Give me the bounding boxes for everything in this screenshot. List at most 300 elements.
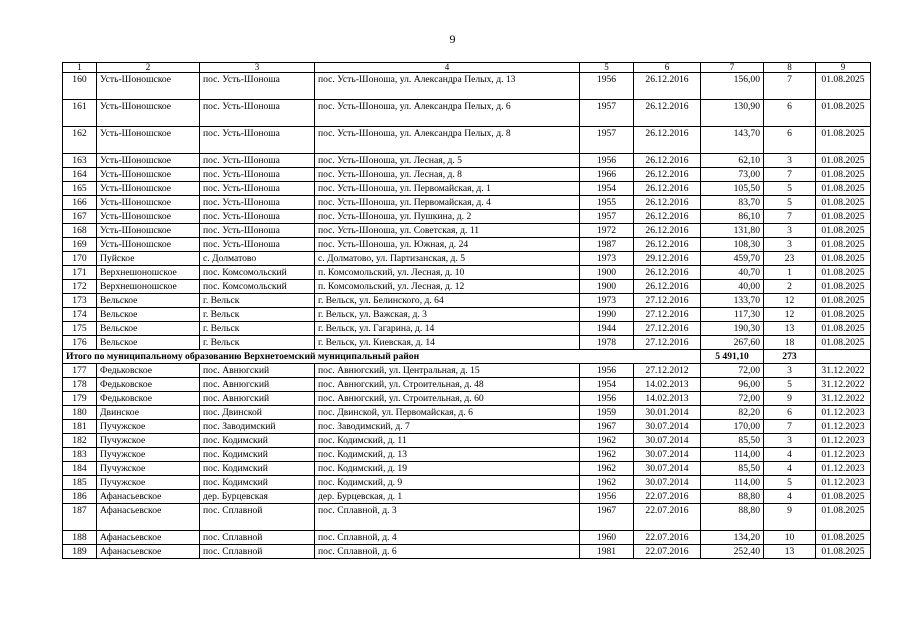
recognition-date-cell: 26.12.2016 xyxy=(634,210,701,224)
locality-cell: пос. Усть-Шоноша xyxy=(200,127,315,154)
row-number-cell: 165 xyxy=(63,182,97,196)
settlement-cell: Усть-Шоношское xyxy=(97,73,200,100)
area-cell: 73,00 xyxy=(701,168,764,182)
address-cell: г. Вельск, ул. Гагарина, д. 14 xyxy=(315,322,580,336)
residents-cell: 5 xyxy=(764,378,816,392)
table-row xyxy=(63,476,871,490)
year-built-cell: 1956 xyxy=(580,73,634,100)
table-row xyxy=(63,252,871,266)
residents-cell: 18 xyxy=(764,336,816,350)
area-cell: 85,50 xyxy=(701,434,764,448)
recognition-date-cell: 26.12.2016 xyxy=(634,182,701,196)
address-cell: пос. Авнюгский, ул. Строительная, д. 60 xyxy=(315,392,580,406)
locality-cell: пос. Авнюгский xyxy=(200,392,315,406)
area-cell: 88,80 xyxy=(701,490,764,504)
area-cell: 190,30 xyxy=(701,322,764,336)
residents-cell: 3 xyxy=(764,238,816,252)
table-row xyxy=(63,100,871,127)
area-cell: 267,60 xyxy=(701,336,764,350)
recognition-date-cell: 26.12.2016 xyxy=(634,196,701,210)
recognition-date-cell: 14.02.2013 xyxy=(634,392,701,406)
address-cell: дер. Бурцевская, д. 1 xyxy=(315,490,580,504)
area-cell: 105,50 xyxy=(701,182,764,196)
locality-cell: дер. Бурцевская xyxy=(200,490,315,504)
locality-cell: пос. Двинской xyxy=(200,406,315,420)
area-cell: 108,30 xyxy=(701,238,764,252)
residents-cell: 4 xyxy=(764,490,816,504)
settlement-cell: Вельское xyxy=(97,336,200,350)
row-number-cell: 171 xyxy=(63,266,97,280)
year-built-cell: 1962 xyxy=(580,448,634,462)
locality-cell: пос. Авнюгский xyxy=(200,364,315,378)
residents-cell: 7 xyxy=(764,420,816,434)
recognition-date-cell: 27.12.2012 xyxy=(634,364,701,378)
year-built-cell: 1962 xyxy=(580,476,634,490)
recognition-date-cell: 30.07.2014 xyxy=(634,420,701,434)
resettlement-date-cell: 01.12.2023 xyxy=(816,448,871,462)
recognition-date-cell: 30.01.2014 xyxy=(634,406,701,420)
residents-cell: 10 xyxy=(764,531,816,545)
recognition-date-cell: 26.12.2016 xyxy=(634,280,701,294)
settlement-cell: Пуйское xyxy=(97,252,200,266)
area-cell: 459,70 xyxy=(701,252,764,266)
settlement-cell: Афанасьевское xyxy=(97,545,200,559)
settlement-cell: Усть-Шоношское xyxy=(97,224,200,238)
recognition-date-cell: 26.12.2016 xyxy=(634,100,701,127)
resettlement-date-cell: 31.12.2022 xyxy=(816,378,871,392)
year-built-cell: 1956 xyxy=(580,154,634,168)
locality-cell: пос. Кодимский xyxy=(200,448,315,462)
table-row xyxy=(63,336,871,350)
table-row xyxy=(63,308,871,322)
column-number: 1 xyxy=(63,63,97,73)
row-number-cell: 167 xyxy=(63,210,97,224)
year-built-cell: 1990 xyxy=(580,308,634,322)
area-cell: 72,00 xyxy=(701,364,764,378)
table-row xyxy=(63,531,871,545)
address-cell: с. Долматово, ул. Партизанская, д. 5 xyxy=(315,252,580,266)
settlement-cell: Пучужское xyxy=(97,462,200,476)
row-number-cell: 187 xyxy=(63,504,97,531)
settlement-cell: Пучужское xyxy=(97,434,200,448)
residents-cell: 4 xyxy=(764,462,816,476)
locality-cell: пос. Кодимский xyxy=(200,476,315,490)
resettlement-date-cell: 01.08.2025 xyxy=(816,545,871,559)
settlement-cell: Усть-Шоношское xyxy=(97,210,200,224)
residents-cell: 3 xyxy=(764,364,816,378)
row-number-cell: 166 xyxy=(63,196,97,210)
column-number: 3 xyxy=(200,63,315,73)
settlement-cell: Федьковское xyxy=(97,378,200,392)
address-cell: пос. Авнюгский, ул. Центральная, д. 15 xyxy=(315,364,580,378)
area-cell: 130,90 xyxy=(701,100,764,127)
area-cell: 156,00 xyxy=(701,73,764,100)
area-cell: 143,70 xyxy=(701,127,764,154)
residents-cell: 13 xyxy=(764,322,816,336)
address-cell: пос. Кодимский, д. 13 xyxy=(315,448,580,462)
locality-cell: с. Долматово xyxy=(200,252,315,266)
settlement-cell: Верхнешоношское xyxy=(97,280,200,294)
residents-cell: 23 xyxy=(764,252,816,266)
resettlement-date-cell: 01.08.2025 xyxy=(816,182,871,196)
year-built-cell: 1956 xyxy=(580,490,634,504)
address-cell: пос. Усть-Шоноша, ул. Александра Пелых, д. 8 xyxy=(315,127,580,154)
locality-cell: пос. Усть-Шоноша xyxy=(200,154,315,168)
resettlement-date-cell: 01.08.2025 xyxy=(816,252,871,266)
settlement-cell: Афанасьевское xyxy=(97,490,200,504)
address-cell: г. Вельск, ул. Важская, д. 3 xyxy=(315,308,580,322)
area-cell: 114,00 xyxy=(701,448,764,462)
address-cell: пос. Сплавной, д. 4 xyxy=(315,531,580,545)
recognition-date-cell: 22.07.2016 xyxy=(634,545,701,559)
settlement-cell: Усть-Шоношское xyxy=(97,196,200,210)
address-cell: п. Комсомольский, ул. Лесная, д. 10 xyxy=(315,266,580,280)
locality-cell: г. Вельск xyxy=(200,308,315,322)
column-number-row xyxy=(63,63,871,73)
settlement-cell: Вельское xyxy=(97,308,200,322)
address-cell: пос. Усть-Шоноша, ул. Лесная, д. 8 xyxy=(315,168,580,182)
row-number-cell: 189 xyxy=(63,545,97,559)
resettlement-date-cell: 01.08.2025 xyxy=(816,127,871,154)
settlement-cell: Федьковское xyxy=(97,364,200,378)
total-row xyxy=(63,350,871,364)
residents-cell: 7 xyxy=(764,168,816,182)
residents-cell: 6 xyxy=(764,100,816,127)
row-number-cell: 173 xyxy=(63,294,97,308)
table-row xyxy=(63,545,871,559)
locality-cell: пос. Кодимский xyxy=(200,462,315,476)
housing-register-table xyxy=(62,62,871,559)
year-built-cell: 1954 xyxy=(580,182,634,196)
table-row xyxy=(63,364,871,378)
locality-cell: пос. Заводимский xyxy=(200,420,315,434)
year-built-cell: 1956 xyxy=(580,364,634,378)
area-cell: 62,10 xyxy=(701,154,764,168)
year-built-cell: 1973 xyxy=(580,294,634,308)
total-area: 5 491,10 xyxy=(701,350,764,364)
table-row xyxy=(63,378,871,392)
row-number-cell: 175 xyxy=(63,322,97,336)
resettlement-date-cell: 01.08.2025 xyxy=(816,336,871,350)
year-built-cell: 1967 xyxy=(580,504,634,531)
locality-cell: пос. Усть-Шоноша xyxy=(200,168,315,182)
locality-cell: пос. Комсомольский xyxy=(200,280,315,294)
row-number-cell: 188 xyxy=(63,531,97,545)
row-number-cell: 172 xyxy=(63,280,97,294)
area-cell: 114,00 xyxy=(701,476,764,490)
residents-cell: 3 xyxy=(764,434,816,448)
table-row xyxy=(63,266,871,280)
row-number-cell: 185 xyxy=(63,476,97,490)
area-cell: 72,00 xyxy=(701,392,764,406)
residents-cell: 7 xyxy=(764,210,816,224)
year-built-cell: 1955 xyxy=(580,196,634,210)
row-number-cell: 162 xyxy=(63,127,97,154)
year-built-cell: 1967 xyxy=(580,420,634,434)
settlement-cell: Усть-Шоношское xyxy=(97,154,200,168)
row-number-cell: 183 xyxy=(63,448,97,462)
row-number-cell: 164 xyxy=(63,168,97,182)
residents-cell: 9 xyxy=(764,392,816,406)
recognition-date-cell: 27.12.2016 xyxy=(634,308,701,322)
table-row xyxy=(63,154,871,168)
row-number-cell: 177 xyxy=(63,364,97,378)
total-label: Итого по муниципальному образованию Верхнетоемский муниципальный район xyxy=(63,350,701,364)
table-row xyxy=(63,168,871,182)
column-number: 4 xyxy=(315,63,580,73)
column-number: 5 xyxy=(580,63,634,73)
locality-cell: пос. Кодимский xyxy=(200,434,315,448)
year-built-cell: 1900 xyxy=(580,266,634,280)
locality-cell: пос. Сплавной xyxy=(200,531,315,545)
resettlement-date-cell: 01.08.2025 xyxy=(816,280,871,294)
table-row xyxy=(63,280,871,294)
area-cell: 134,20 xyxy=(701,531,764,545)
locality-cell: г. Вельск xyxy=(200,294,315,308)
area-cell: 252,40 xyxy=(701,545,764,559)
column-number: 2 xyxy=(97,63,200,73)
table-row xyxy=(63,224,871,238)
area-cell: 131,80 xyxy=(701,224,764,238)
table-body xyxy=(63,63,871,559)
table-row xyxy=(63,182,871,196)
residents-cell: 4 xyxy=(764,448,816,462)
table-row xyxy=(63,406,871,420)
locality-cell: пос. Усть-Шоноша xyxy=(200,73,315,100)
settlement-cell: Вельское xyxy=(97,322,200,336)
area-cell: 85,50 xyxy=(701,462,764,476)
area-cell: 40,00 xyxy=(701,280,764,294)
row-number-cell: 176 xyxy=(63,336,97,350)
recognition-date-cell: 26.12.2016 xyxy=(634,154,701,168)
row-number-cell: 178 xyxy=(63,378,97,392)
resettlement-date-cell: 01.12.2023 xyxy=(816,434,871,448)
address-cell: пос. Усть-Шоноша, ул. Пушкина, д. 2 xyxy=(315,210,580,224)
address-cell: пос. Сплавной, д. 3 xyxy=(315,504,580,531)
resettlement-date-cell: 01.08.2025 xyxy=(816,168,871,182)
recognition-date-cell: 27.12.2016 xyxy=(634,322,701,336)
recognition-date-cell: 30.07.2014 xyxy=(634,462,701,476)
year-built-cell: 1957 xyxy=(580,100,634,127)
row-number-cell: 168 xyxy=(63,224,97,238)
area-cell: 96,00 xyxy=(701,378,764,392)
recognition-date-cell: 22.07.2016 xyxy=(634,531,701,545)
settlement-cell: Федьковское xyxy=(97,392,200,406)
resettlement-date-cell: 01.08.2025 xyxy=(816,294,871,308)
recognition-date-cell: 30.07.2014 xyxy=(634,434,701,448)
recognition-date-cell: 27.12.2016 xyxy=(634,294,701,308)
year-built-cell: 1966 xyxy=(580,168,634,182)
year-built-cell: 1954 xyxy=(580,378,634,392)
address-cell: пос. Двинской, ул. Первомайская, д. 6 xyxy=(315,406,580,420)
address-cell: пос. Заводимский, д. 7 xyxy=(315,420,580,434)
row-number-cell: 170 xyxy=(63,252,97,266)
row-number-cell: 163 xyxy=(63,154,97,168)
year-built-cell: 1944 xyxy=(580,322,634,336)
row-number-cell: 169 xyxy=(63,238,97,252)
residents-cell: 6 xyxy=(764,127,816,154)
residents-cell: 5 xyxy=(764,476,816,490)
area-cell: 117,30 xyxy=(701,308,764,322)
year-built-cell: 1972 xyxy=(580,224,634,238)
year-built-cell: 1973 xyxy=(580,252,634,266)
resettlement-date-cell: 01.08.2025 xyxy=(816,210,871,224)
row-number-cell: 181 xyxy=(63,420,97,434)
locality-cell: г. Вельск xyxy=(200,322,315,336)
table-row xyxy=(63,490,871,504)
year-built-cell: 1960 xyxy=(580,531,634,545)
residents-cell: 5 xyxy=(764,196,816,210)
area-cell: 83,70 xyxy=(701,196,764,210)
residents-cell: 9 xyxy=(764,504,816,531)
settlement-cell: Усть-Шоношское xyxy=(97,100,200,127)
row-number-cell: 184 xyxy=(63,462,97,476)
area-cell: 40,70 xyxy=(701,266,764,280)
resettlement-date-cell: 31.12.2022 xyxy=(816,364,871,378)
table-row xyxy=(63,73,871,100)
address-cell: пос. Усть-Шоноша, ул. Александра Пелых, д. 6 xyxy=(315,100,580,127)
row-number-cell: 179 xyxy=(63,392,97,406)
residents-cell: 12 xyxy=(764,294,816,308)
locality-cell: пос. Сплавной xyxy=(200,545,315,559)
area-cell: 170,00 xyxy=(701,420,764,434)
year-built-cell: 1959 xyxy=(580,406,634,420)
settlement-cell: Усть-Шоношское xyxy=(97,168,200,182)
recognition-date-cell: 27.12.2016 xyxy=(634,336,701,350)
resettlement-date-cell: 01.08.2025 xyxy=(816,154,871,168)
settlement-cell: Верхнешоношское xyxy=(97,266,200,280)
settlement-cell: Афанасьевское xyxy=(97,531,200,545)
locality-cell: пос. Усть-Шоноша xyxy=(200,182,315,196)
area-cell: 88,80 xyxy=(701,504,764,531)
row-number-cell: 161 xyxy=(63,100,97,127)
row-number-cell: 174 xyxy=(63,308,97,322)
year-built-cell: 1987 xyxy=(580,238,634,252)
address-cell: пос. Кодимский, д. 9 xyxy=(315,476,580,490)
settlement-cell: Усть-Шоношское xyxy=(97,127,200,154)
area-cell: 82,20 xyxy=(701,406,764,420)
column-number: 6 xyxy=(634,63,701,73)
year-built-cell: 1962 xyxy=(580,434,634,448)
row-number-cell: 180 xyxy=(63,406,97,420)
locality-cell: пос. Усть-Шоноша xyxy=(200,210,315,224)
total-empty-cell xyxy=(816,350,871,364)
address-cell: пос. Усть-Шоноша, ул. Южная, д. 24 xyxy=(315,238,580,252)
resettlement-date-cell: 01.08.2025 xyxy=(816,266,871,280)
resettlement-date-cell: 01.08.2025 xyxy=(816,73,871,100)
locality-cell: пос. Усть-Шоноша xyxy=(200,196,315,210)
resettlement-date-cell: 01.08.2025 xyxy=(816,100,871,127)
resettlement-date-cell: 01.08.2025 xyxy=(816,490,871,504)
address-cell: г. Вельск, ул. Белинского, д. 64 xyxy=(315,294,580,308)
resettlement-date-cell: 01.08.2025 xyxy=(816,196,871,210)
table-row xyxy=(63,294,871,308)
column-number: 7 xyxy=(701,63,764,73)
table-row xyxy=(63,462,871,476)
address-cell: пос. Усть-Шоноша, ул. Советская, д. 11 xyxy=(315,224,580,238)
address-cell: пос. Кодимский, д. 19 xyxy=(315,462,580,476)
resettlement-date-cell: 01.08.2025 xyxy=(816,322,871,336)
recognition-date-cell: 26.12.2016 xyxy=(634,73,701,100)
locality-cell: пос. Авнюгский xyxy=(200,378,315,392)
resettlement-date-cell: 01.08.2025 xyxy=(816,238,871,252)
address-cell: пос. Сплавной, д. 6 xyxy=(315,545,580,559)
settlement-cell: Пучужское xyxy=(97,420,200,434)
locality-cell: пос. Усть-Шоноша xyxy=(200,100,315,127)
recognition-date-cell: 26.12.2016 xyxy=(634,168,701,182)
address-cell: пос. Усть-Шоноша, ул. Александра Пелых, д. 13 xyxy=(315,73,580,100)
resettlement-date-cell: 01.08.2025 xyxy=(816,308,871,322)
locality-cell: пос. Комсомольский xyxy=(200,266,315,280)
settlement-cell: Пучужское xyxy=(97,448,200,462)
resettlement-date-cell: 01.08.2025 xyxy=(816,224,871,238)
row-number-cell: 186 xyxy=(63,490,97,504)
table-row xyxy=(63,127,871,154)
locality-cell: пос. Сплавной xyxy=(200,504,315,531)
settlement-cell: Двинское xyxy=(97,406,200,420)
address-cell: г. Вельск, ул. Киевская, д. 14 xyxy=(315,336,580,350)
column-number: 9 xyxy=(816,63,871,73)
row-number-cell: 160 xyxy=(63,73,97,100)
recognition-date-cell: 26.12.2016 xyxy=(634,266,701,280)
area-cell: 86,10 xyxy=(701,210,764,224)
address-cell: пос. Усть-Шоноша, ул. Первомайская, д. 1 xyxy=(315,182,580,196)
residents-cell: 7 xyxy=(764,73,816,100)
resettlement-date-cell: 01.08.2025 xyxy=(816,531,871,545)
recognition-date-cell: 14.02.2013 xyxy=(634,378,701,392)
resettlement-date-cell: 01.12.2023 xyxy=(816,462,871,476)
resettlement-date-cell: 01.12.2023 xyxy=(816,476,871,490)
table-row xyxy=(63,434,871,448)
year-built-cell: 1956 xyxy=(580,392,634,406)
year-built-cell: 1978 xyxy=(580,336,634,350)
recognition-date-cell: 22.07.2016 xyxy=(634,490,701,504)
year-built-cell: 1900 xyxy=(580,280,634,294)
settlement-cell: Усть-Шоношское xyxy=(97,182,200,196)
recognition-date-cell: 29.12.2016 xyxy=(634,252,701,266)
address-cell: п. Комсомольский, ул. Лесная, д. 12 xyxy=(315,280,580,294)
locality-cell: пос. Усть-Шоноша xyxy=(200,238,315,252)
resettlement-date-cell: 01.12.2023 xyxy=(816,406,871,420)
year-built-cell: 1957 xyxy=(580,127,634,154)
locality-cell: г. Вельск xyxy=(200,336,315,350)
total-residents: 273 xyxy=(764,350,816,364)
recognition-date-cell: 30.07.2014 xyxy=(634,448,701,462)
recognition-date-cell: 22.07.2016 xyxy=(634,504,701,531)
residents-cell: 13 xyxy=(764,545,816,559)
resettlement-date-cell: 01.08.2025 xyxy=(816,504,871,531)
settlement-cell: Пучужское xyxy=(97,476,200,490)
year-built-cell: 1957 xyxy=(580,210,634,224)
column-number: 8 xyxy=(764,63,816,73)
table-row xyxy=(63,210,871,224)
recognition-date-cell: 26.12.2016 xyxy=(634,224,701,238)
address-cell: пос. Усть-Шоноша, ул. Лесная, д. 5 xyxy=(315,154,580,168)
resettlement-date-cell: 01.12.2023 xyxy=(816,420,871,434)
settlement-cell: Афанасьевское xyxy=(97,504,200,531)
year-built-cell: 1981 xyxy=(580,545,634,559)
residents-cell: 2 xyxy=(764,280,816,294)
table-row xyxy=(63,238,871,252)
table-row xyxy=(63,504,871,531)
table-row xyxy=(63,448,871,462)
residents-cell: 3 xyxy=(764,224,816,238)
address-cell: пос. Усть-Шоноша, ул. Первомайская, д. 4 xyxy=(315,196,580,210)
page-number: 9 xyxy=(449,32,456,46)
address-cell: пос. Авнюгский, ул. Строительная, д. 48 xyxy=(315,378,580,392)
recognition-date-cell: 26.12.2016 xyxy=(634,238,701,252)
residents-cell: 1 xyxy=(764,266,816,280)
